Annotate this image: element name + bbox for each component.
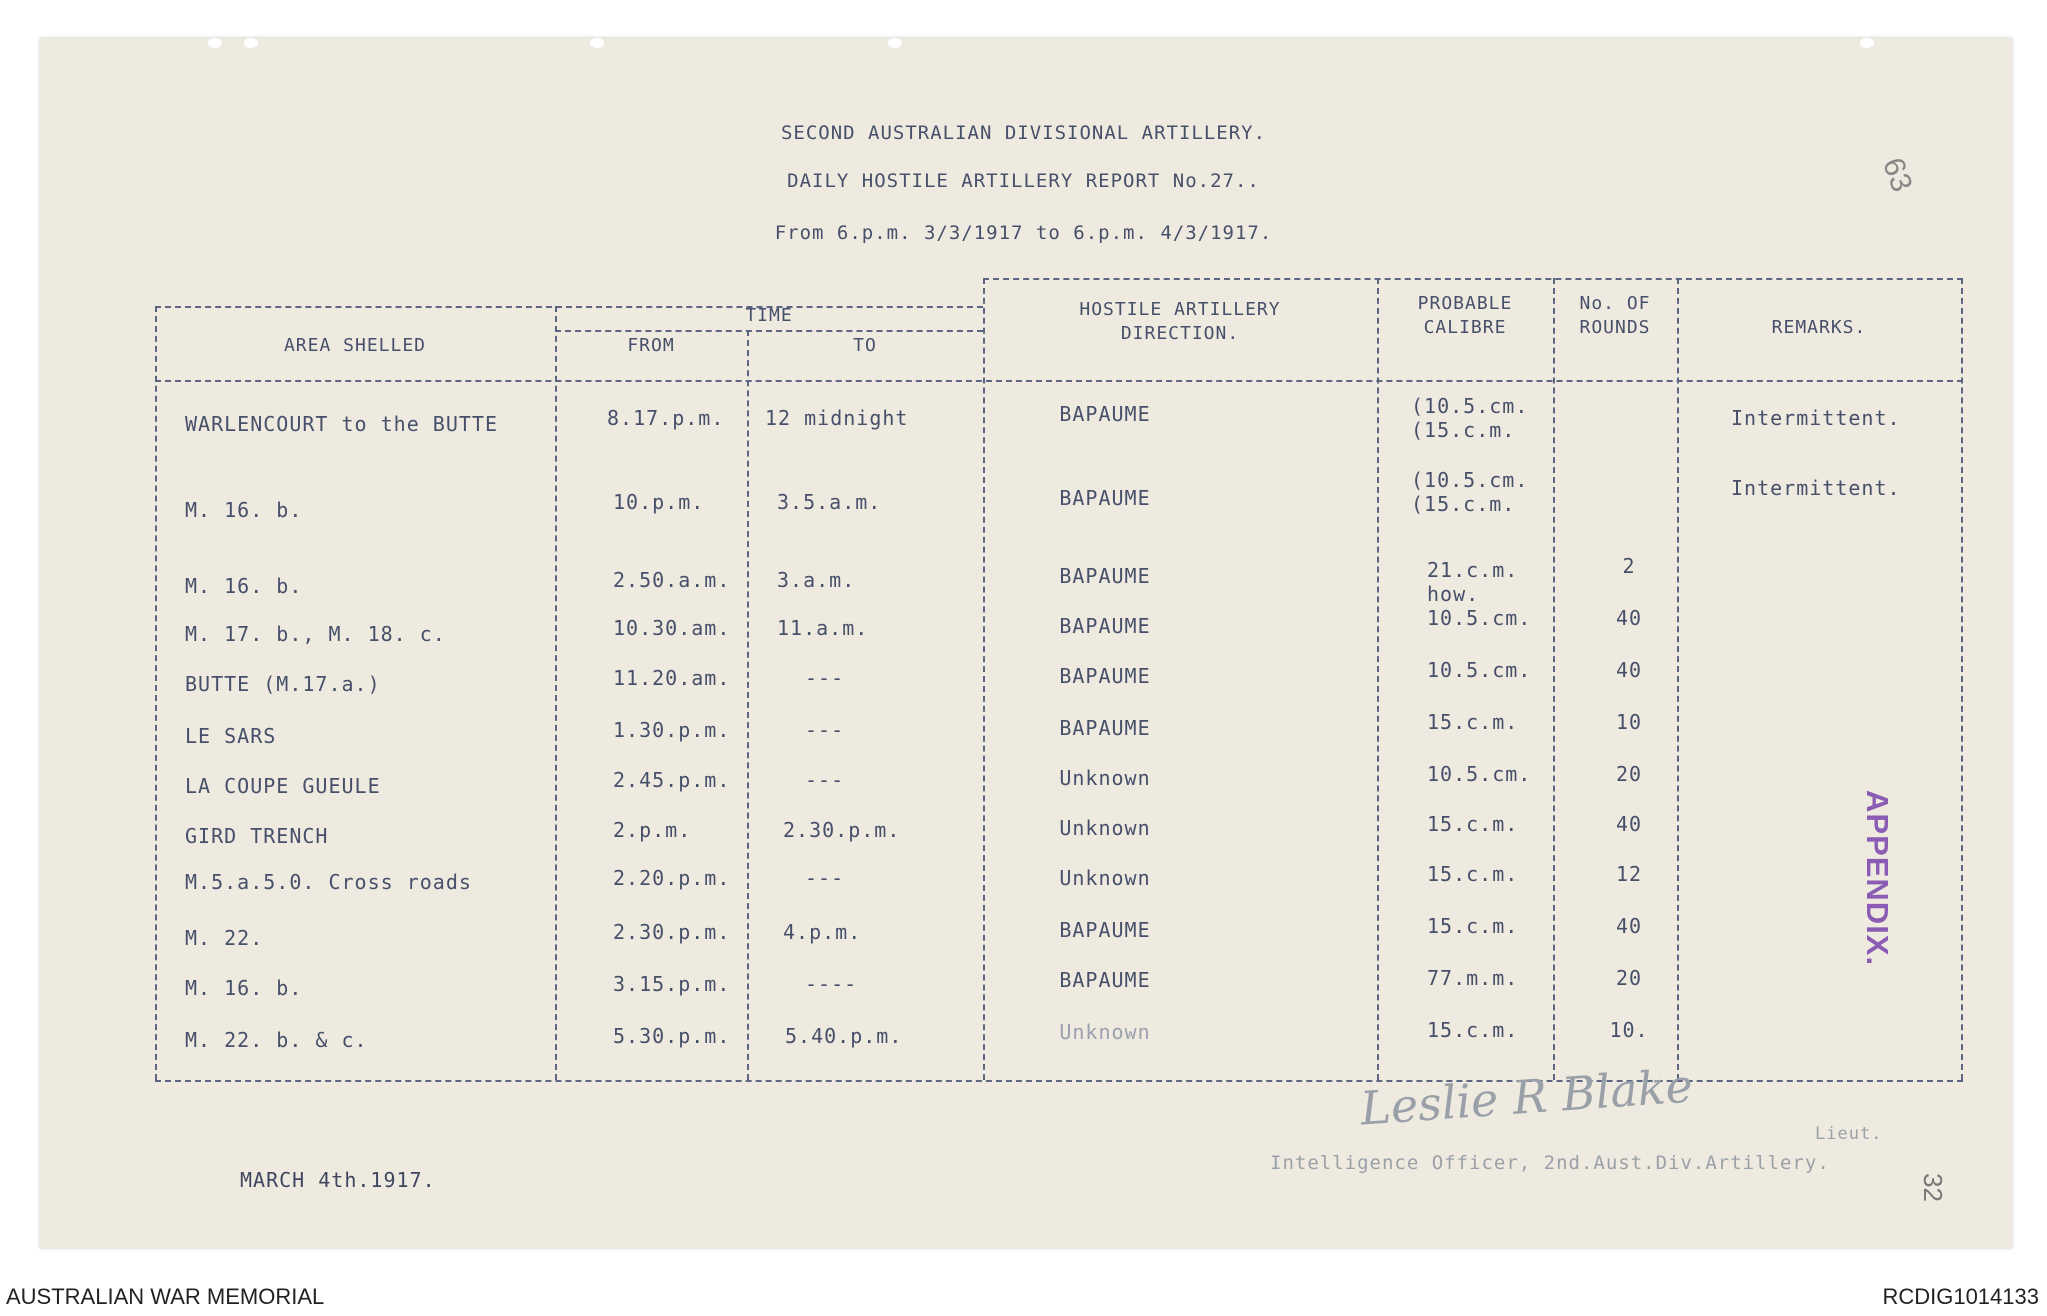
col-header-to: TO <box>853 335 877 356</box>
col-header-calibre: PROBABLE CALIBRE <box>1417 293 1513 338</box>
to-cell: 2.30.p.m. <box>783 818 901 842</box>
appendix-stamp: APPENDIX. <box>1860 790 1895 967</box>
paper-tear <box>244 38 258 48</box>
folio-number: 63 <box>1875 153 1919 197</box>
report-date: MARCH 4th.1917. <box>240 1168 436 1192</box>
calibre-cell: 15.c.m. <box>1427 862 1519 886</box>
hostile-artillery-table <box>155 278 1965 1082</box>
archive-id: RCDIG1014133 <box>1882 1284 2039 1309</box>
rounds-cell: 20 <box>1615 762 1643 786</box>
direction-cell: Unknown <box>1059 766 1151 790</box>
direction-cell: BAPAUME <box>1059 664 1151 688</box>
rounds-cell: 20 <box>1615 966 1643 990</box>
rounds-cell: 10 <box>1615 710 1643 734</box>
calibre-cell: (15.c.m. <box>1411 492 1516 516</box>
to-cell: 4.p.m. <box>783 920 862 944</box>
col-header-time: TIME <box>745 305 793 326</box>
calibre-cell: (10.5.cm. <box>1411 468 1529 492</box>
remarks-cell: Intermittent. <box>1731 406 1901 430</box>
area-cell: BUTTE (M.17.a.) <box>185 672 381 696</box>
remarks-cell: Intermittent. <box>1731 476 1901 500</box>
rounds-cell: 40 <box>1615 658 1643 682</box>
to-cell: 5.40.p.m. <box>785 1024 903 1048</box>
area-cell: WARLENCOURT to the BUTTE <box>185 412 498 436</box>
rounds-cell: 40 <box>1615 812 1643 836</box>
report-title: DAILY HOSTILE ARTILLERY REPORT No.27.. <box>787 170 1260 192</box>
area-cell: M. 17. b., M. 18. c. <box>185 622 446 646</box>
area-cell: M. 16. b. <box>185 574 303 598</box>
area-cell: M. 16. b. <box>185 976 303 1000</box>
col-header-remarks: REMARKS. <box>1771 317 1867 338</box>
to-cell: --- <box>805 718 845 742</box>
from-cell: 2.p.m. <box>613 818 692 842</box>
calibre-cell: 21.c.m. <box>1427 558 1519 582</box>
from-cell: 2.45.p.m. <box>613 768 731 792</box>
to-cell: --- <box>805 866 845 890</box>
col-header-direction: HOSTILE ARTILLERY DIRECTION. <box>1079 299 1281 344</box>
from-cell: 3.15.p.m. <box>613 972 731 996</box>
direction-cell: BAPAUME <box>1059 402 1151 426</box>
calibre-cell: (15.c.m. <box>1411 418 1516 442</box>
paper-tear <box>208 38 222 48</box>
calibre-cell: 15.c.m. <box>1427 710 1519 734</box>
to-cell: --- <box>805 666 845 690</box>
direction-cell: Unknown <box>1059 1020 1151 1044</box>
rounds-cell: 2 <box>1622 554 1636 578</box>
officer-title: Intelligence Officer, 2nd.Aust.Div.Artillery. <box>1270 1152 1830 1174</box>
col-header-area: AREA SHELLED <box>283 335 427 356</box>
area-cell: M.5.a.5.0. Cross roads <box>185 870 472 894</box>
paper-tear <box>590 38 604 48</box>
to-cell: 3.5.a.m. <box>777 490 882 514</box>
calibre-cell: 15.c.m. <box>1427 1018 1519 1042</box>
paper-tear <box>888 38 902 48</box>
area-cell: GIRD TRENCH <box>185 824 329 848</box>
calibre-cell: 15.c.m. <box>1427 812 1519 836</box>
calibre-cell: 10.5.cm. <box>1427 762 1532 786</box>
area-cell: LE SARS <box>185 724 277 748</box>
to-cell: 12 midnight <box>765 406 909 430</box>
calibre-cell: 77.m.m. <box>1427 966 1519 990</box>
area-cell: M. 16. b. <box>185 498 303 522</box>
paper-tear <box>1860 38 1874 48</box>
direction-cell: BAPAUME <box>1059 918 1151 942</box>
to-cell: 3.a.m. <box>777 568 856 592</box>
direction-cell: BAPAUME <box>1059 968 1151 992</box>
to-cell: 11.a.m. <box>777 616 869 640</box>
to-cell: --- <box>805 768 845 792</box>
to-cell: ---- <box>805 972 858 996</box>
rounds-cell: 40 <box>1615 606 1643 630</box>
rounds-cell: 10. <box>1609 1018 1649 1042</box>
rounds-cell: 40 <box>1615 914 1643 938</box>
signature: Leslie R Blake <box>1358 1058 1695 1136</box>
from-cell: 8.17.p.m. <box>607 406 725 430</box>
page-number: 32 <box>1917 1173 1948 1202</box>
direction-cell: Unknown <box>1059 866 1151 890</box>
from-cell: 5.30.p.m. <box>613 1024 731 1048</box>
rounds-cell: 12 <box>1615 862 1643 886</box>
unit-heading: SECOND AUSTRALIAN DIVISIONAL ARTILLERY. <box>780 122 1267 144</box>
calibre-cell: (10.5.cm. <box>1411 394 1529 418</box>
from-cell: 2.20.p.m. <box>613 866 731 890</box>
direction-cell: BAPAUME <box>1059 716 1151 740</box>
officer-rank: Lieut. <box>1815 1124 1883 1144</box>
direction-cell: BAPAUME <box>1059 486 1151 510</box>
calibre-cell: 10.5.cm. <box>1427 606 1532 630</box>
from-cell: 10.30.am. <box>613 616 731 640</box>
col-header-from: FROM <box>627 335 675 356</box>
from-cell: 2.50.a.m. <box>613 568 731 592</box>
area-cell: M. 22. <box>185 926 264 950</box>
direction-cell: Unknown <box>1059 816 1151 840</box>
report-period: From 6.p.m. 3/3/1917 to 6.p.m. 4/3/1917. <box>774 222 1273 244</box>
calibre-cell: 10.5.cm. <box>1427 658 1532 682</box>
area-cell: LA COUPE GUEULE <box>185 774 381 798</box>
direction-cell: BAPAUME <box>1059 614 1151 638</box>
col-header-rounds: No. OF ROUNDS <box>1579 293 1651 338</box>
calibre-cell: how. <box>1427 582 1480 606</box>
from-cell: 2.30.p.m. <box>613 920 731 944</box>
archive-credit: AUSTRALIAN WAR MEMORIAL <box>6 1284 325 1309</box>
area-cell: M. 22. b. & c. <box>185 1028 368 1052</box>
direction-cell: BAPAUME <box>1059 564 1151 588</box>
from-cell: 1.30.p.m. <box>613 718 731 742</box>
from-cell: 11.20.am. <box>613 666 731 690</box>
from-cell: 10.p.m. <box>613 490 705 514</box>
calibre-cell: 15.c.m. <box>1427 914 1519 938</box>
